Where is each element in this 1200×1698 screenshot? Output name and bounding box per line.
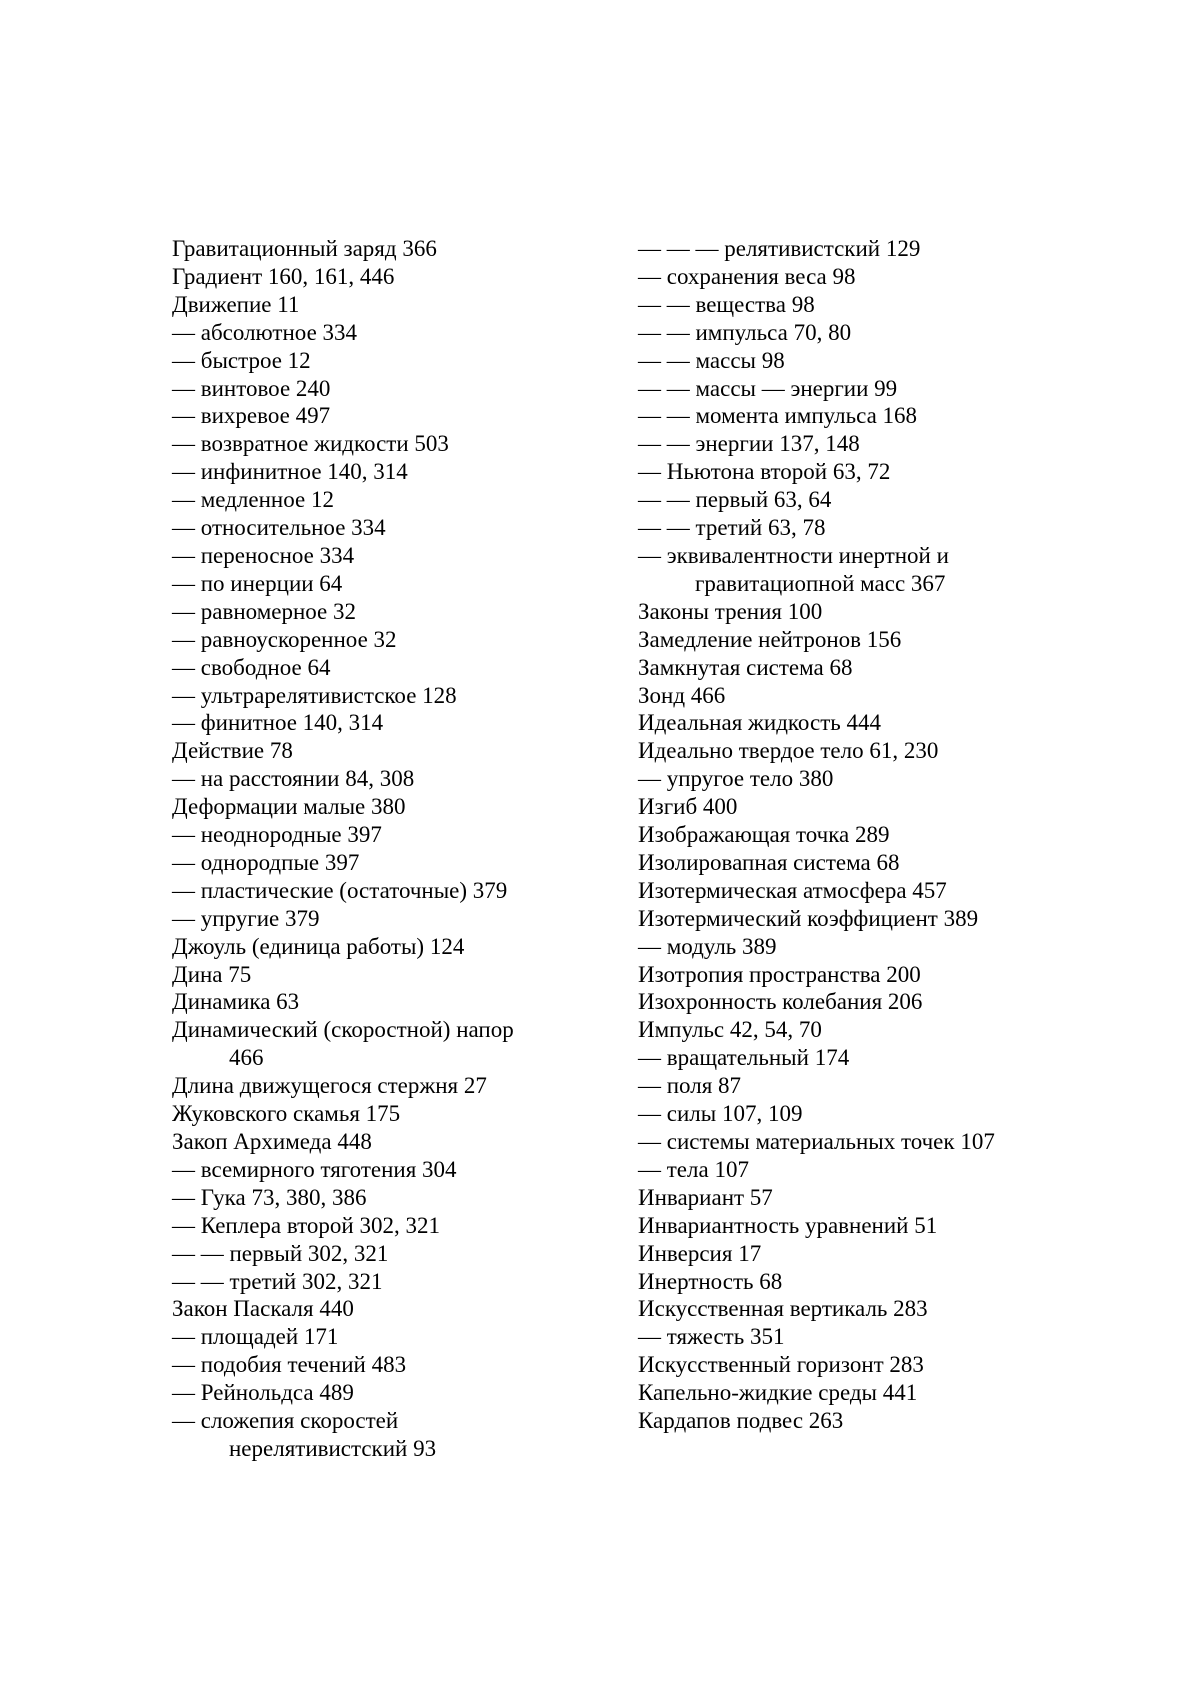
- index-entry: — — третий 63, 78: [638, 515, 826, 541]
- index-entry-continuation: нерелятивистский 93: [229, 1435, 437, 1461]
- index-entry: — абсолютное 334: [172, 319, 358, 345]
- index-entry: Изохронность колебания 206: [638, 989, 923, 1015]
- index-entry: — — первый 63, 64: [638, 487, 832, 513]
- index-entry: — — первый 302, 321: [172, 1240, 389, 1266]
- index-entry: — эквивалентности инертной и: [638, 542, 949, 568]
- index-entry: Замедление нейтронов 156: [638, 626, 902, 652]
- index-column-right: [638, 235, 1078, 1435]
- index-entry: — свободное 64: [172, 654, 331, 680]
- index-entry: Законы трения 100: [638, 598, 823, 624]
- index-entry: — инфинитное 140, 314: [172, 459, 408, 485]
- index-entry: Импульс 42, 54, 70: [638, 1017, 822, 1043]
- index-entry: — — импульса 70, 80: [638, 319, 852, 345]
- index-entry: Закон Паскаля 440: [172, 1296, 354, 1322]
- index-entry: Искусственный горизонт 283: [638, 1352, 924, 1378]
- index-column-left: [172, 235, 612, 1463]
- index-entry: — системы материальных точек 107: [638, 1129, 995, 1154]
- index-entry: Градиент 160, 161, 446: [172, 263, 395, 289]
- index-entry: — Ньютона второй 63, 72: [638, 459, 891, 485]
- index-entry: Действие 78: [172, 738, 293, 764]
- index-entry: — на расстоянии 84, 308: [172, 766, 415, 792]
- index-entry: — всемирного тяготения 304: [172, 1156, 457, 1182]
- index-entry: Закоп Архимеда 448: [172, 1129, 372, 1154]
- index-entry: — Гука 73, 380, 386: [172, 1184, 367, 1210]
- index-entry: — тела 107: [638, 1156, 749, 1182]
- index-entry: — сложепия скоростей: [172, 1408, 399, 1434]
- index-entry: Инертность 68: [638, 1268, 783, 1294]
- index-entry: Деформации малые 380: [172, 794, 406, 820]
- index-entry: — — — релятивистский 129: [638, 236, 921, 261]
- index-entry: — быстрое 12: [172, 347, 311, 373]
- index-entry: Жуковского скамья 175: [172, 1101, 401, 1127]
- index-entry: — — третий 302, 321: [172, 1268, 383, 1294]
- index-entry: Дина 75: [172, 961, 252, 987]
- index-entry: — пластические (остаточные) 379: [172, 877, 508, 903]
- index-entry: — подобия течений 483: [172, 1352, 407, 1378]
- index-entry: — равноускоренное 32: [172, 626, 397, 652]
- index-entry: — вихревое 497: [172, 403, 331, 429]
- index-entry: Динамика 63: [172, 989, 300, 1015]
- index-entry: — — массы 98: [638, 347, 785, 373]
- index-entry: — винтовое 240: [172, 375, 331, 401]
- index-entry: — площадей 171: [172, 1324, 339, 1350]
- index-entry: — — энергии 137, 148: [638, 431, 860, 457]
- index-entry: Изолировапная система 68: [638, 849, 900, 875]
- index-entry: Гравитационный заряд 366: [172, 236, 437, 261]
- index-entry: Инверсия 17: [638, 1240, 762, 1266]
- index-entry: — однородпые 397: [172, 849, 360, 875]
- index-entry: — — момента импульса 168: [638, 403, 918, 429]
- index-entry: Изотермическая атмосфера 457: [638, 877, 947, 903]
- index-entry: Кардапов подвес 263: [638, 1408, 844, 1434]
- index-entry: Изгиб 400: [638, 794, 738, 820]
- index-entry: — ультрарелятивистское 128: [172, 682, 457, 708]
- index-entry-continuation: 466: [229, 1045, 264, 1071]
- index-entry: — равномерное 32: [172, 598, 356, 624]
- index-entry: — — массы — энергии 99: [638, 375, 898, 401]
- index-entry: Движепие 11: [172, 291, 300, 317]
- index-entry: Замкнутая система 68: [638, 654, 853, 680]
- index-entry: Изображающая точка 289: [638, 822, 890, 848]
- index-entry: Идеальная жидкость 444: [638, 710, 882, 736]
- index-entry: — неоднородные 397: [172, 822, 382, 848]
- index-entry: — относительное 334: [172, 515, 386, 541]
- index-entry: — возвратное жидкости 503: [172, 431, 449, 457]
- index-entry: — медленное 12: [172, 487, 334, 513]
- index-entry: Длина движущегося стержня 27: [172, 1073, 487, 1099]
- index-entry: — — вещества 98: [638, 291, 815, 317]
- index-entry: — Кеплера второй 302, 321: [172, 1212, 440, 1238]
- index-entry: Зонд 466: [638, 682, 726, 708]
- index-entry: — сохранения веса 98: [638, 263, 856, 289]
- index-entry: Джоуль (единица работы) 124: [172, 933, 465, 959]
- index-entry: Инвариантность уравнений 51: [638, 1212, 938, 1238]
- index-entry: — упругое тело 380: [638, 766, 834, 792]
- index-entry: — модуль 389: [638, 933, 777, 959]
- index-entry: Искусственная вертикаль 283: [638, 1296, 928, 1322]
- index-entry: Динамический (скоростной) напор: [172, 1017, 514, 1043]
- index-entry-continuation: гравитациопной масс 367: [695, 570, 946, 596]
- index-entry: Изотропия пространства 200: [638, 961, 921, 987]
- index-entry: Изотермический коэффициент 389: [638, 905, 979, 931]
- index-entry: — упругие 379: [172, 905, 320, 931]
- index-entry: — переносное 334: [172, 542, 355, 568]
- index-entry: Инвариант 57: [638, 1184, 773, 1210]
- index-entry: — финитное 140, 314: [172, 710, 384, 736]
- index-entry: — силы 107, 109: [638, 1101, 803, 1127]
- index-entry: — Рейнольдса 489: [172, 1380, 354, 1406]
- index-entry: — тяжесть 351: [638, 1324, 785, 1350]
- index-entry: — по инерции 64: [172, 570, 343, 596]
- index-entry: Капельно-жидкие среды 441: [638, 1380, 918, 1406]
- index-entry: Идеально твердое тело 61, 230: [638, 738, 939, 764]
- index-entry: — поля 87: [638, 1073, 742, 1099]
- index-entry: — вращательный 174: [638, 1045, 850, 1071]
